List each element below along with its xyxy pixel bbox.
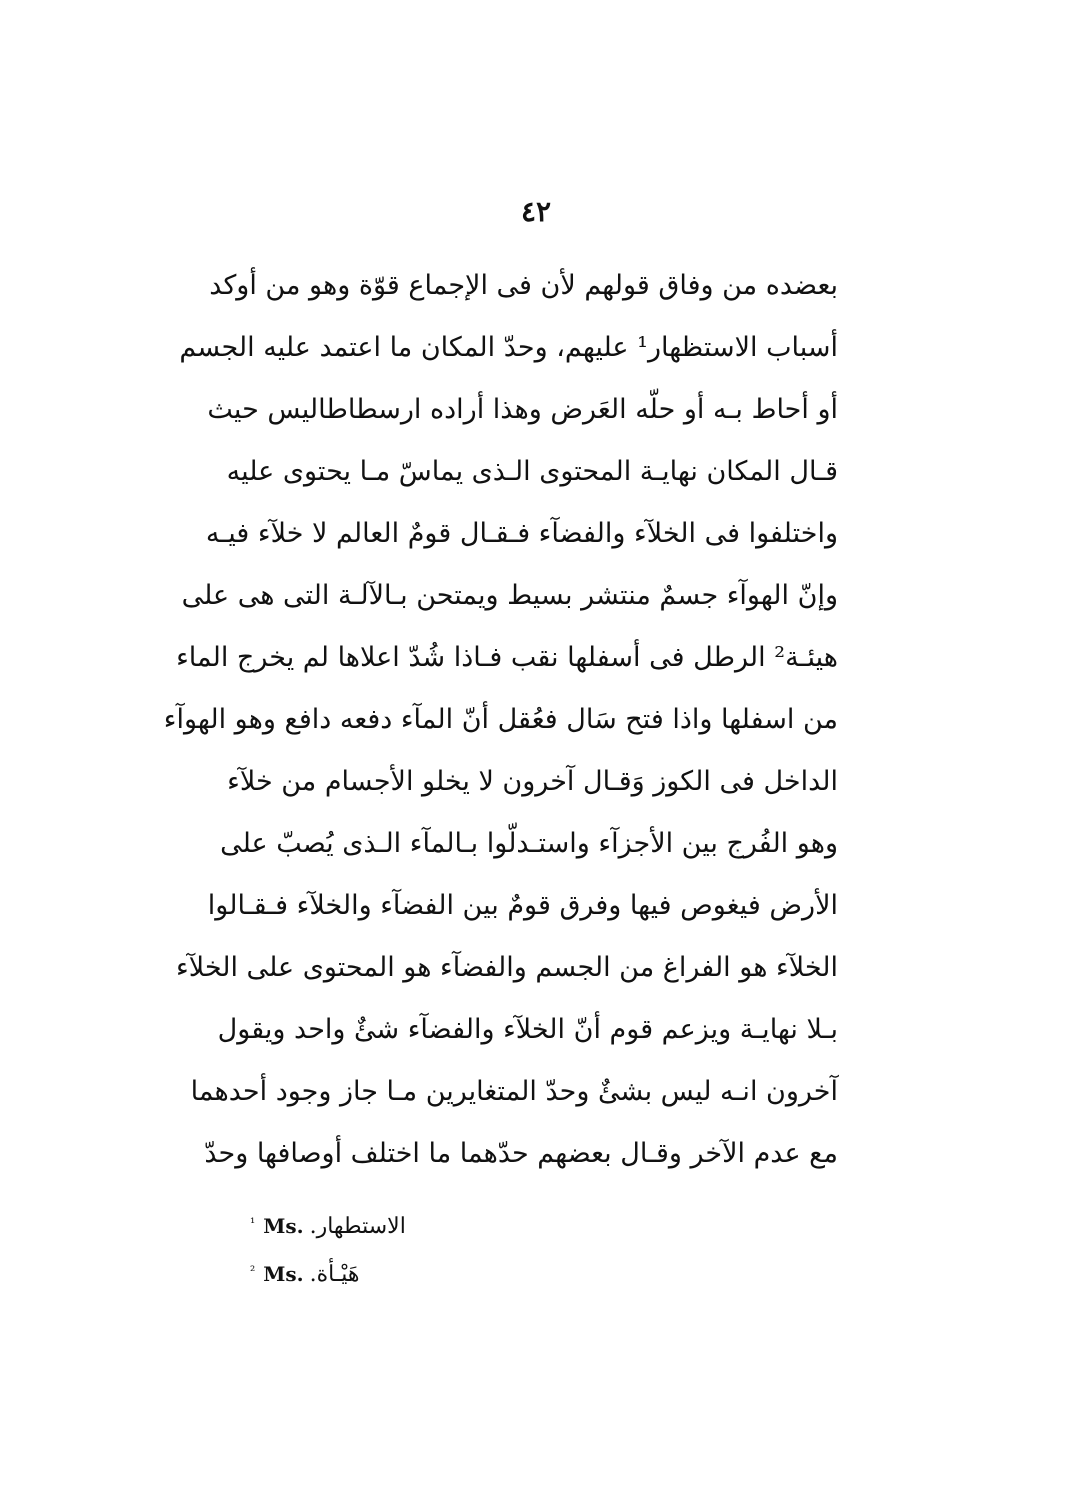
body-text	[163, 255, 838, 1185]
text-line: قـال المكان نهايـة المحتوى الـذى يماسّ مـا يحتوى عليه	[226, 456, 838, 487]
footnote-mark: ²	[250, 1264, 256, 1279]
page-number: ٤٢	[520, 195, 552, 228]
text-line: بـلا نهايـة ويزعم قوم أنّ الخلآء والفضآء شئٌ واحد ويقول	[217, 1014, 838, 1045]
footnote-manuscript-label: Ms.	[263, 1262, 304, 1286]
text-line: أسباب الاستظهار¹ عليهم، وحدّ المكان ما اعتمد عليه الجسم	[179, 332, 838, 363]
footnote	[250, 1248, 550, 1296]
footnote-mark: ¹	[250, 1216, 256, 1231]
footnotes	[250, 1200, 550, 1296]
text-line: الأرض فيغوص فيها وفرق قومٌ بين الفضآء والخلآء فـقـالوا	[207, 890, 838, 921]
text-line: من اسفلها واذا فتح سَال فعُقل أنّ المآء دفعه دافع وهو الهوآء	[163, 704, 838, 735]
footnote-manuscript-label: Ms.	[263, 1214, 304, 1238]
text-line: الخلآء هو الفراغ من الجسم والفضآء هو المحتوى على الخلآء	[176, 952, 838, 983]
text-line: آخرون انـه ليس بشئٌ وحدّ المتغايرين مـا جاز وجود أحدهما	[190, 1076, 838, 1107]
text-line: واختلفوا فى الخلآء والفضآء فـقـال قومٌ العالم لا خلآء فيـه	[205, 518, 838, 549]
footnote-variant-reading: الاستطهار.	[309, 1214, 406, 1239]
footnote-variant-reading: هَيْـأة.	[309, 1262, 360, 1287]
text-line: أو أحاط بـه أو حلّه العَرض وهذا أراده ارسطاطاليس حيث	[207, 394, 838, 425]
text-line: وإنّ الهوآء جسمٌ منتشر بسيط ويمتحن بـالآلـة التى هى على	[181, 580, 838, 611]
text-line: هيئـة² الرطل فى أسفلها نقب فـاذا شُدّ اعلاها لم يخرج الماء	[176, 642, 838, 673]
text-line: بعضده من وفاق قولهم لأن فى الإجماع قوّة وهو من أوكد	[209, 270, 838, 301]
footnote	[250, 1200, 550, 1248]
text-line: مع عدم الآخر وقـال بعضهم حدّهما ما اختلف أوصافها وحدّ	[204, 1138, 838, 1169]
text-line: وهو الفُرج بين الأجزآء واستـدلّوا بـالمآء الـذى يُصبّ على	[220, 828, 838, 859]
text-line: الداخل فى الكوز وَقـال آخرون لا يخلو الأجسام من خلآء	[227, 766, 838, 797]
